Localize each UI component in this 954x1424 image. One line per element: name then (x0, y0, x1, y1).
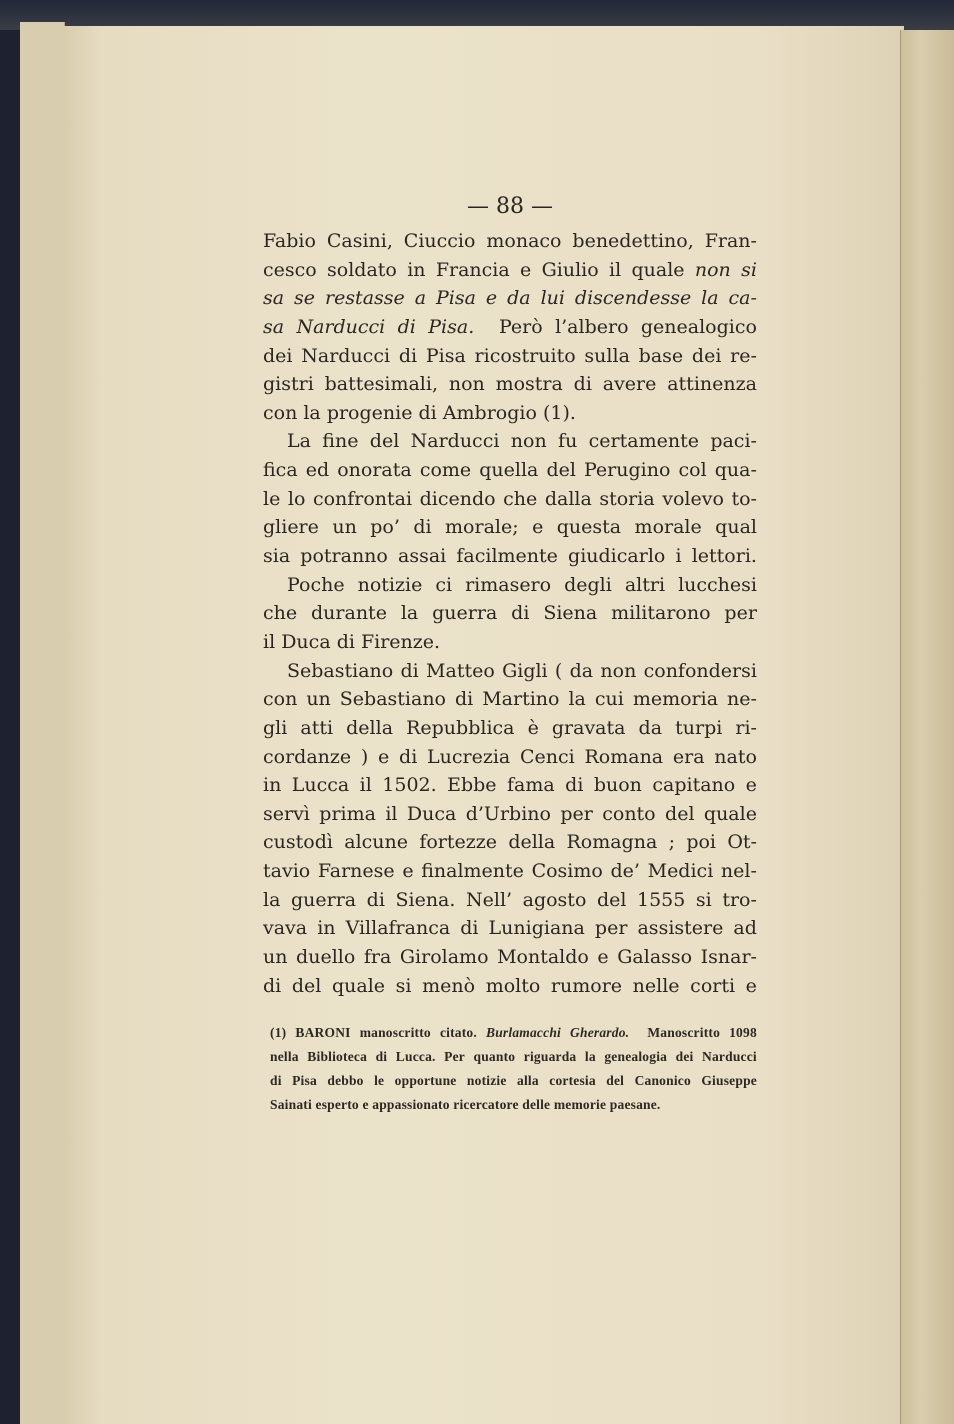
word: di (565, 774, 584, 797)
word: Siena. (395, 888, 456, 911)
word: lucchesi (678, 573, 757, 596)
word: corti (690, 974, 736, 997)
text-line (263, 370, 757, 399)
word: notizie (357, 573, 423, 596)
word: alla (517, 1073, 539, 1088)
word: agosto (522, 888, 587, 911)
word: Lucca. (395, 1049, 436, 1064)
footnote (270, 1021, 757, 1117)
word: Perugino (584, 459, 671, 482)
page-number: — 88 — (467, 194, 553, 219)
footnote-line (270, 1021, 757, 1045)
word: qual (715, 516, 757, 539)
word: le (374, 1073, 385, 1088)
word: (1) (270, 1025, 287, 1040)
word: Ciuccio (403, 230, 476, 252)
word: per (594, 917, 628, 940)
word: di (398, 344, 418, 367)
text-line (263, 857, 757, 886)
word: nel- (720, 860, 757, 883)
word: Siena (543, 602, 598, 625)
word: il (359, 774, 372, 797)
word: dei (691, 344, 722, 367)
word: di (418, 401, 443, 424)
word: Burlamacchi (486, 1025, 561, 1040)
word: e (532, 516, 544, 539)
word: certamente (588, 430, 699, 453)
word: e (362, 1097, 373, 1112)
word: sa (263, 287, 285, 310)
word: Francia (435, 258, 510, 281)
word: attinenza (667, 373, 757, 396)
word: cordanze (263, 745, 352, 768)
word: fu (558, 430, 578, 453)
word: ne- (727, 688, 757, 711)
word: restasse (324, 287, 405, 310)
word: notizie (466, 1073, 507, 1088)
word: la (701, 287, 719, 310)
text-line (263, 513, 757, 542)
word: alcune (344, 831, 409, 854)
word: Isnar- (700, 946, 757, 969)
footnote-line (270, 1069, 757, 1093)
word: atti (300, 716, 334, 739)
word: Canonico (634, 1073, 691, 1088)
word: il (263, 630, 282, 653)
word: se (294, 287, 316, 310)
word: Romagna (566, 831, 658, 854)
word: Girolamo (399, 946, 489, 969)
word: la (568, 688, 586, 711)
word: Però (498, 315, 543, 338)
word: citato. (439, 1025, 477, 1040)
body-text (263, 227, 757, 1000)
text-line (263, 743, 757, 772)
word: fra (363, 946, 392, 969)
word: Fran- (704, 230, 757, 252)
word: soldato (327, 258, 397, 281)
word: monaco (486, 230, 562, 252)
word: volevo (662, 487, 724, 510)
word: mostra (495, 373, 563, 396)
word: è (527, 716, 539, 739)
word: tavio (263, 860, 311, 883)
word: ( (554, 659, 563, 682)
word: cesco (263, 258, 317, 281)
word: la (263, 888, 281, 911)
word: Giuseppe (701, 1073, 757, 1088)
word: Gherardo. (570, 1025, 630, 1040)
text-line (263, 571, 757, 600)
word: il (609, 258, 622, 281)
word: re- (730, 344, 757, 367)
word: fama (507, 774, 555, 797)
word: Cenci (520, 745, 575, 768)
word: ricostruito (474, 344, 576, 367)
footnote-line (270, 1093, 757, 1117)
word: guerra (432, 602, 498, 625)
word: rimasero (465, 573, 552, 596)
word: delle (522, 1097, 554, 1112)
word: del (291, 974, 322, 997)
word: Narducci (410, 430, 500, 453)
word: in (317, 917, 336, 940)
word: della (346, 716, 394, 739)
word: il (385, 802, 398, 825)
word: le (263, 487, 281, 510)
word: Galasso (617, 946, 693, 969)
word: a (414, 287, 427, 310)
word: di (413, 516, 432, 539)
word: dicendo (419, 487, 496, 510)
word: paesane. (609, 1097, 661, 1112)
word: ed (305, 459, 330, 482)
word: quale (703, 802, 757, 825)
word: lui (540, 287, 565, 310)
word: del (606, 1073, 625, 1088)
word: e (378, 745, 390, 768)
word: Lucca (291, 774, 350, 797)
word: come (419, 459, 472, 482)
word: Pisa. (428, 315, 475, 338)
word: servì (263, 802, 310, 825)
word: non (600, 659, 637, 682)
text-line (263, 256, 757, 285)
word: ricercatore (453, 1097, 523, 1112)
word: Fabio (263, 230, 316, 252)
text-line (263, 714, 757, 743)
word: Narducci (301, 344, 391, 367)
word: di (400, 659, 419, 682)
word: Nell’ (466, 888, 513, 911)
word: Duca (281, 630, 337, 653)
word: da (638, 716, 663, 739)
word: che (263, 602, 298, 625)
word: Repubblica (406, 716, 515, 739)
word: questa (556, 516, 622, 539)
word: duello (296, 946, 356, 969)
word: e (745, 774, 757, 797)
word: in (407, 258, 426, 281)
word: che (503, 487, 538, 510)
word: e (597, 946, 609, 969)
word: per (724, 602, 757, 625)
word: e (520, 258, 532, 281)
text-line (263, 342, 757, 371)
word: battesimali, (324, 373, 438, 396)
word: dalla (544, 487, 592, 510)
word: la (584, 1049, 596, 1064)
word: (1). (542, 401, 576, 424)
word: quale (331, 974, 386, 997)
word: ad (733, 917, 757, 940)
word: ri- (735, 716, 757, 739)
word: turpi (675, 716, 723, 739)
word: molto (485, 974, 541, 997)
footnote-line (270, 1045, 757, 1069)
word: qua- (714, 459, 757, 482)
text-line (263, 943, 757, 972)
word: cui (594, 688, 624, 711)
word: discendesse (574, 287, 692, 310)
word: base (638, 344, 684, 367)
word: sulla (584, 344, 630, 367)
word: La (287, 430, 311, 453)
text-line (263, 313, 757, 342)
word: militarono (611, 602, 711, 625)
word: gliere (263, 516, 319, 539)
word: poi (686, 831, 717, 854)
word: fica (263, 459, 298, 482)
word: Sebastiano (339, 688, 446, 711)
text-line (263, 886, 757, 915)
word: Sainati (270, 1097, 316, 1112)
word: Pisa (425, 344, 466, 367)
word: Biblioteca (307, 1049, 368, 1064)
word: del (546, 459, 576, 482)
word: gistri (263, 373, 314, 396)
word: Narducci (702, 1049, 757, 1064)
word: e (402, 860, 414, 883)
text-line (263, 427, 757, 456)
word: non (448, 373, 485, 396)
word: in (263, 774, 282, 797)
word: memoria (632, 688, 719, 711)
word: vava (263, 917, 308, 940)
word: guerra (290, 888, 357, 911)
word: assistere (637, 917, 724, 940)
word: di (454, 688, 474, 711)
word: Ebbe (447, 774, 497, 797)
word: da (569, 659, 594, 682)
word: altri (624, 573, 666, 596)
word: di (397, 315, 416, 338)
facing-page-edge (900, 30, 954, 1424)
text-line (263, 828, 757, 857)
word: 1098 (729, 1025, 757, 1040)
word: progenie (326, 401, 419, 424)
word: opportune (394, 1073, 457, 1088)
word: memorie (553, 1097, 610, 1112)
word: con (263, 688, 298, 711)
word: un (263, 946, 288, 969)
word: Lucrezia (427, 745, 511, 768)
text-line (263, 914, 757, 943)
word: col (678, 459, 707, 482)
word: gli (263, 716, 288, 739)
word: ca- (728, 287, 757, 310)
word: Narducci (296, 315, 386, 338)
word: quale (631, 258, 685, 281)
word: to- (731, 487, 757, 510)
word: i (675, 545, 682, 568)
word: storia (599, 487, 655, 510)
text-line (263, 456, 757, 485)
word: ; (668, 831, 676, 854)
word: durante (311, 602, 387, 625)
word: tro- (722, 888, 757, 911)
word: quanto (473, 1049, 516, 1064)
word: nella (270, 1049, 299, 1064)
word: rumore (550, 974, 623, 997)
word: dei (263, 344, 293, 367)
word: de’ (610, 860, 640, 883)
word: di (399, 745, 418, 768)
word: era (672, 745, 705, 768)
word: di (263, 974, 282, 997)
text-line (263, 657, 757, 686)
word: dei (675, 1049, 694, 1064)
text-line (263, 771, 757, 800)
word: esperto (315, 1097, 363, 1112)
word: non (510, 430, 547, 453)
word: si (395, 974, 412, 997)
word: facilmente (456, 545, 558, 568)
word: morale; (445, 516, 519, 539)
word: Romana (584, 745, 664, 768)
text-line (263, 542, 757, 571)
word: Martino (482, 688, 560, 711)
word: di (511, 602, 530, 625)
word: per (560, 802, 593, 825)
word: un (306, 688, 331, 711)
word: riguarda (523, 1049, 577, 1064)
word: cortesia (549, 1073, 596, 1088)
word: Villafranca (345, 917, 451, 940)
word: Poche (287, 573, 345, 596)
word: Cosimo (531, 860, 603, 883)
word: Firenze. (360, 630, 441, 653)
word: manoscritto (359, 1025, 431, 1040)
word: la (303, 401, 327, 424)
word: genealogia (604, 1049, 668, 1064)
word: BARONI (295, 1025, 351, 1040)
word: confrontai (312, 487, 413, 510)
word: debbo (327, 1073, 364, 1088)
word: si (741, 258, 757, 281)
text-line (263, 227, 757, 256)
word: Ambrogio (442, 401, 543, 424)
word: capitano (652, 774, 736, 797)
word: Pisa (436, 287, 476, 310)
word: ci (435, 573, 453, 596)
word: del (665, 802, 695, 825)
word: avere (602, 373, 657, 396)
word: di (366, 888, 385, 911)
word: della (508, 831, 556, 854)
word: Duca (406, 802, 457, 825)
word: Farnese (317, 860, 395, 883)
word: degli (564, 573, 612, 596)
word: quella (479, 459, 539, 482)
word: Lunigiana (488, 917, 585, 940)
word: di (573, 373, 592, 396)
word: l’albero (555, 315, 629, 338)
word: la (400, 602, 419, 625)
word: buon (593, 774, 642, 797)
word: Ot- (727, 831, 757, 854)
word: ) (360, 745, 369, 768)
word: fortezze (419, 831, 498, 854)
word: Medici (647, 860, 714, 883)
text-line (263, 800, 757, 829)
word: conto (602, 802, 656, 825)
word: potranno (300, 545, 388, 568)
word: giudicarlo (568, 545, 666, 568)
word: si (695, 888, 712, 911)
word: Montaldo (497, 946, 589, 969)
word: onorata (337, 459, 412, 482)
word: sia (263, 545, 291, 568)
word: po’ (370, 516, 400, 539)
word: benedettino, (572, 230, 694, 252)
word: confondersi (643, 659, 757, 682)
word: Gigli (502, 659, 548, 682)
word: nato (714, 745, 757, 768)
word: sa (263, 315, 285, 338)
word: di (336, 630, 361, 653)
text-line (263, 284, 757, 313)
word: di (375, 1049, 388, 1064)
text-line (263, 685, 757, 714)
word: Matteo (426, 659, 495, 682)
word: menò (422, 974, 476, 997)
text-line (263, 628, 757, 657)
word: e (485, 287, 498, 310)
word: gravata (551, 716, 626, 739)
word: fine (322, 430, 359, 453)
word: non (694, 258, 731, 281)
word: del (596, 888, 627, 911)
word: Sebastiano (287, 659, 394, 682)
word: 1502. (382, 774, 437, 797)
word: morale (634, 516, 702, 539)
word: genealogico (640, 315, 757, 338)
word: di (460, 917, 479, 940)
word: lettori. (691, 545, 757, 568)
word: Pisa (292, 1073, 317, 1088)
word: 1555 (637, 888, 686, 911)
word: con (263, 401, 304, 424)
word: assai (398, 545, 447, 568)
word: nelle (632, 974, 680, 997)
word: Giulio (541, 258, 599, 281)
word: appassionato (372, 1097, 454, 1112)
word: da (507, 287, 531, 310)
text-line (263, 399, 757, 428)
word: Per (444, 1049, 465, 1064)
word: di (270, 1073, 282, 1088)
word: Casini, (326, 230, 393, 252)
word: d’Urbino (465, 802, 551, 825)
text-line (263, 485, 757, 514)
word: del (369, 430, 400, 453)
word: un (332, 516, 357, 539)
word: prima (319, 802, 376, 825)
word: e (745, 974, 757, 997)
text-line (263, 599, 757, 628)
text-line (263, 972, 757, 1001)
word: finalmente (421, 860, 524, 883)
word: Manoscritto (647, 1025, 721, 1040)
word: lo (287, 487, 306, 510)
word: custodì (263, 831, 333, 854)
word: paci- (710, 430, 757, 453)
